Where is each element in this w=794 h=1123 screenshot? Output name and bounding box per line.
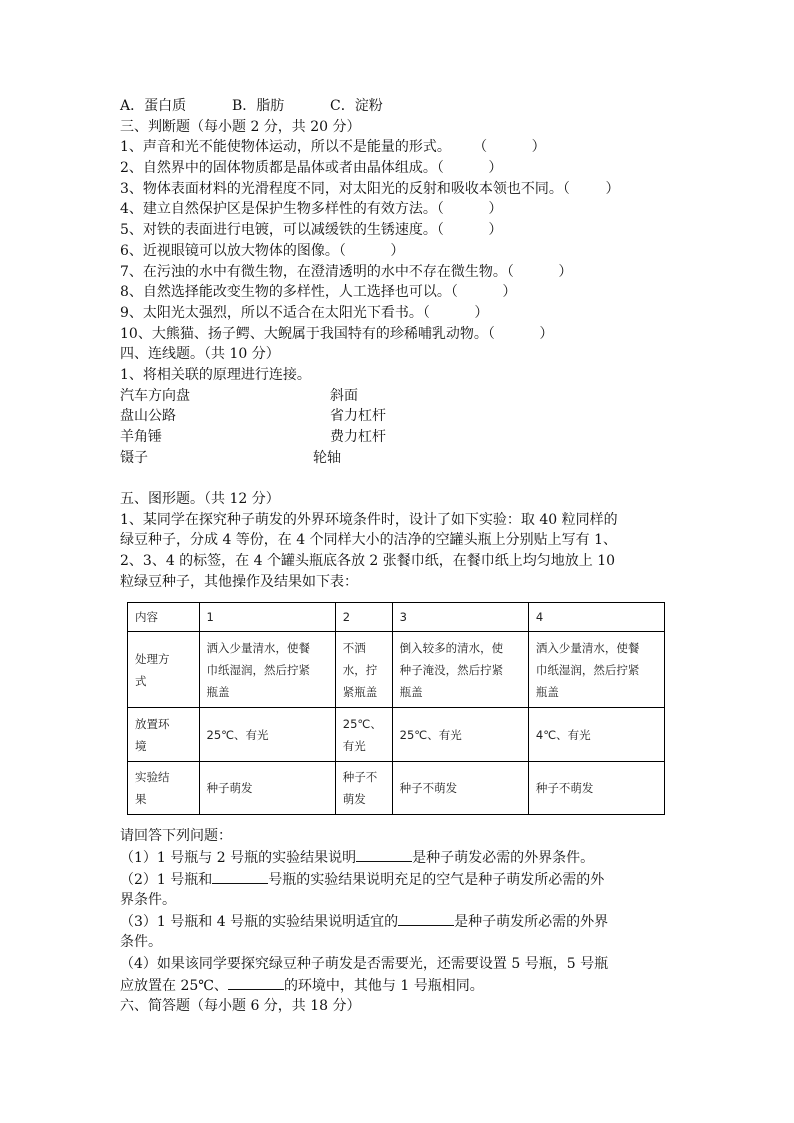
tf-item-8: 8、自然选择能改变生物的多样性，人工选择也可以。（ ） <box>120 284 517 301</box>
experiment-table <box>127 602 665 815</box>
tf-item-2: 2、自然界中的固体物质都是晶体或者由晶体组成。（ ） <box>120 160 503 177</box>
answer-blank[interactable] <box>398 911 454 926</box>
blank-line <box>120 468 680 489</box>
exam-page-upper <box>120 96 680 593</box>
table-header-cell: 4 <box>528 603 664 632</box>
option-c: C．淀粉 <box>330 98 383 114</box>
match-row <box>120 427 680 448</box>
section6-title: 六、简答题（每小题 6 分，共 18 分） <box>120 998 361 1015</box>
section5-intro-line: 粒绿豆种子，其他操作及结果如下表： <box>120 573 358 590</box>
section3-title: 三、判断题（每小题 2 分，共 20 分） <box>120 118 361 135</box>
row-label-cell: 实验结 果 <box>128 762 200 815</box>
exam-page-lower <box>120 826 680 1018</box>
tf-item-6: 6、近视眼镜可以放大物体的图像。（ ） <box>120 242 405 259</box>
match-right-item: 费力杠杆 <box>330 429 386 445</box>
answer-blank[interactable] <box>212 869 268 884</box>
section5-intro-line: 2、3、4 的标签，在 4 个罐头瓶底各放 2 张餐巾纸，在餐巾纸上均匀地放上 10 <box>120 553 616 570</box>
table-row <box>128 632 665 708</box>
table-cell: 25℃、有光 <box>392 708 528 762</box>
tf-item-4: 4、建立自然保护区是保护生物多样性的有效方法。（ ） <box>120 201 503 218</box>
table-cell: 种子不 萌发 <box>335 762 392 815</box>
table-cell: 倒入较多的清水，使 种子淹没，然后拧紧 瓶盖 <box>392 632 528 708</box>
table-cell: 种子萌发 <box>199 762 335 815</box>
match-right-item: 斜面 <box>330 387 358 404</box>
match-right-item: 轮轴 <box>313 449 341 466</box>
tf-item-7: 7、在污浊的水中有微生物，在澄清透明的水中不存在微生物。（ ） <box>120 263 573 280</box>
question-2-cont: 界条件。 <box>120 891 176 908</box>
question-3: （3）1 号瓶和 4 号瓶的实验结果说明适宜的 是种子萌发所必需的外界 <box>120 911 680 932</box>
tf-item-1: 1、声音和光不能使物体运动，所以不是能量的形式。 （ ） <box>120 139 546 156</box>
table-cell: 种子不萌发 <box>392 762 528 815</box>
section4-instruction: 1、将相关联的原理进行连接。 <box>120 366 311 383</box>
tf-item-3: 3、物体表面材料的光滑程度不同，对太阳光的反射和吸收本领也不同。（ ） <box>120 180 620 197</box>
question-3-cont: 条件。 <box>120 934 162 951</box>
choice-options <box>120 96 680 117</box>
tf-item-5: 5、对铁的表面进行电镀，可以减缓铁的生锈速度。（ ） <box>120 222 503 239</box>
match-left-item: 羊角锤 <box>120 429 162 445</box>
table-header-row <box>128 603 665 632</box>
table-cell: 种子不萌发 <box>528 762 664 815</box>
questions-intro: 请回答下列问题： <box>120 828 232 844</box>
row-label-cell: 放置环 境 <box>128 708 200 762</box>
question-1: （1）1 号瓶与 2 号瓶的实验结果说明 是种子萌发必需的外界条件。 <box>120 847 680 868</box>
option-a: A．蛋白质 <box>120 98 187 114</box>
match-row <box>120 448 680 469</box>
question-2: （2）1 号瓶和 号瓶的实验结果说明充足的空气是种子萌发所必需的外 <box>120 869 680 890</box>
match-left-item: 汽车方向盘 <box>120 387 190 404</box>
match-row <box>120 406 680 427</box>
row-label-cell: 处理方 式 <box>128 632 200 708</box>
table-cell: 洒入少量清水，使餐 巾纸湿润，然后拧紧 瓶盖 <box>528 632 664 708</box>
answer-blank[interactable] <box>228 975 284 990</box>
match-left-item: 盘山公路 <box>120 408 176 425</box>
tf-item-10: 10、大熊猫、扬子鳄、大鲵属于我国特有的珍稀哺乳动物。（ ） <box>120 325 554 342</box>
table-header-cell: 2 <box>335 603 392 632</box>
table-cell: 洒入少量清水，使餐 巾纸湿润，然后拧紧 瓶盖 <box>199 632 335 708</box>
table-cell: 25℃、 有光 <box>335 708 392 762</box>
option-b: B．脂肪 <box>232 98 285 114</box>
table-row <box>128 762 665 815</box>
tf-item-9: 9、太阳光太强烈，所以不适合在太阳光下看书。（ ） <box>120 304 489 321</box>
match-left-item: 镊子 <box>120 449 148 466</box>
question-4: （4）如果该同学要探究绿豆种子萌发是否需要光，还需要设置 5 号瓶，5 号瓶 <box>120 955 609 972</box>
section5-intro-line: 绿豆种子，分成 4 等份，在 4 个同样大小的洁净的空罐头瓶上分别贴上写有 1、 <box>120 532 617 549</box>
table-cell: 25℃、有光 <box>199 708 335 762</box>
table-cell: 不洒 水，拧 紧瓶盖 <box>335 632 392 708</box>
answer-blank[interactable] <box>356 847 412 862</box>
table-header-cell: 3 <box>392 603 528 632</box>
table-row <box>128 708 665 762</box>
table-header-cell: 1 <box>199 603 335 632</box>
match-row <box>120 386 680 407</box>
table-cell: 4℃、有光 <box>528 708 664 762</box>
section5-intro-line: 1、某同学在探究种子萌发的外界环境条件时，设计了如下实验：取 40 粒同样的 <box>120 511 618 528</box>
table-header-cell: 内容 <box>128 603 200 632</box>
section5-title: 五、图形题。（共 12 分） <box>120 491 280 508</box>
question-4-cont: 应放置在 25℃、 的环境中，其他与 1 号瓶相同。 <box>120 975 680 996</box>
section4-title: 四、连线题。（共 10 分） <box>120 346 280 363</box>
match-right-item: 省力杠杆 <box>330 408 386 425</box>
